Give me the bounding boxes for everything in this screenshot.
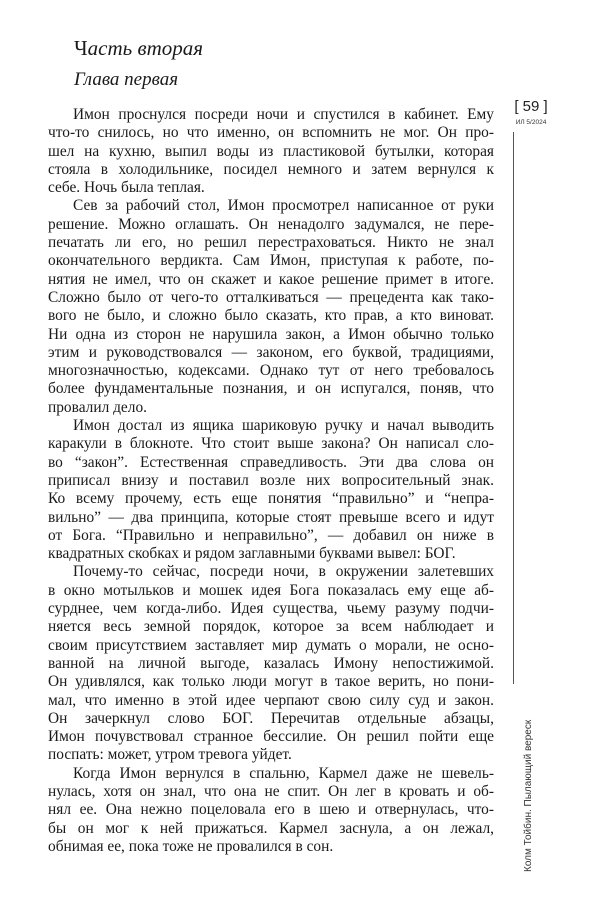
text-line: бы он мог к ней прижаться. Кармел заснула, а он лежал, bbox=[48, 819, 494, 837]
text-line: во “закон”. Естественная справедливость. Эти два слова он bbox=[48, 453, 494, 471]
text-line: приписал внизу и поставил возле них вопросительный знак. bbox=[48, 471, 494, 489]
part-title-rest: асть вторая bbox=[87, 36, 203, 60]
text-line: мал, что именно в этой идее черпают свою силу суд и закон. bbox=[48, 691, 494, 709]
text-line: решение. Можно оглашать. Он ненадолго задумался, не пере- bbox=[48, 215, 494, 233]
text-line: провалил дело. bbox=[48, 398, 147, 416]
text-line: обнимая ее, пока тоже не провалился в сон. bbox=[48, 837, 334, 855]
text-line: нял ее. Она нежно поцеловала его в шею и отвернулась, что- bbox=[48, 801, 494, 819]
text-line: Ко всему прочему, есть еще понятия “правильно” и “непра- bbox=[48, 490, 494, 508]
part-title bbox=[74, 36, 203, 60]
text-line: ванной на личной выгоде, казалась Имону непостижимой. bbox=[48, 654, 494, 672]
text-line: многозначностью, кодексами. Однако тут от него требовалось bbox=[48, 362, 494, 380]
text-line: квадратных скобках и рядом заглавными буквами вывел: БОГ. bbox=[48, 545, 456, 563]
chapter-title: Глава первая bbox=[74, 69, 179, 90]
text-line: печатать ли его, но решил перестраховаться. Никто не знал bbox=[48, 234, 494, 252]
page-number: [ 59 ] bbox=[514, 98, 548, 115]
text-line: более фундаментальные познания, и он испугался, поняв, что bbox=[48, 380, 494, 398]
text-line: Имон почувствовал странное бессилие. Он решил пойти еще bbox=[48, 728, 494, 746]
text-line: Имон проснулся посреди ночи и спустился в кабинет. Ему bbox=[73, 106, 494, 123]
issue-label: ИЛ 5/2024 bbox=[515, 119, 547, 126]
paragraph bbox=[48, 765, 494, 856]
paragraph bbox=[48, 563, 494, 764]
text-line: Имон достал из ящика шариковую ручку и начал выводить bbox=[73, 417, 494, 435]
paragraph bbox=[48, 197, 494, 417]
text-line: Почему-то сейчас, посреди ночи, в окружении залетевших bbox=[73, 563, 494, 581]
text-line: вильно” — два принципа, которые стоят превыше всего и идут bbox=[48, 508, 494, 526]
text-line: вого не было, и сложно было сказать, кто прав, а кто виноват. bbox=[48, 307, 494, 325]
text-line: окончательного вердикта. Сам Имон, приступая к работе, по- bbox=[48, 252, 494, 270]
text-line: поспать: может, утром тревога уйдет. bbox=[48, 746, 292, 764]
text-line: своим присутствием заставляет мир думать о морали, не осно- bbox=[48, 636, 494, 654]
running-head: Колм Тойбин. Пылающий вереск bbox=[523, 719, 534, 872]
text-line: каракули в блокноте. Что стоит выше закона? Он написал сло- bbox=[48, 435, 494, 453]
text-line: Ни одна из сторон не нарушила закон, а Имон обычно только bbox=[48, 325, 494, 343]
text-line: этим и руководствовался — законом, его буквой, традициями, bbox=[48, 343, 494, 361]
paragraph bbox=[48, 417, 494, 563]
text-line: Он зачеркнул слово БОГ. Перечитав отдельные абзацы, bbox=[48, 709, 494, 727]
text-line: в окно мотыльков и мошек идея Бога показалась ему еще аб- bbox=[48, 581, 494, 599]
text-line: от Бога. “Правильно и неправильно”, — добавил он ниже в bbox=[48, 526, 494, 544]
text-line: Сев за рабочий стол, Имон просмотрел написанное от руки bbox=[73, 197, 494, 215]
text-line: Сложно было от чего-то отталкиваться — прецедента как тако- bbox=[48, 288, 494, 306]
text-line: себе. Ночь была теплая. bbox=[48, 179, 205, 197]
text-line: стояла в холодильнике, посидел немного и затем вернулся к bbox=[48, 160, 494, 178]
part-title-initial: Ч bbox=[74, 36, 88, 60]
text-line: няется весь земной порядок, которое за всем наблюдает и bbox=[48, 618, 494, 636]
text-line: что-то снилось, но что именно, он вспомнить не мог. Он про- bbox=[48, 124, 494, 142]
text-line: шел на кухню, выпил воды из пластиковой бутылки, которая bbox=[48, 142, 494, 160]
text-line: Когда Имон вернулся в спальню, Кармел даже не шевель- bbox=[73, 764, 494, 782]
body-text bbox=[48, 106, 494, 856]
margin-divider bbox=[513, 132, 514, 684]
text-line: Он удивлялся, как только люди могут в такое верить, но пони- bbox=[48, 673, 494, 691]
text-line: нятия не имел, что он скажет и какое решение примет в итоге. bbox=[48, 270, 494, 288]
text-line: нулась, хотя он знал, что она не спит. Он лег в кровать и об- bbox=[48, 782, 494, 800]
text-line: сурднее, чем когда-либо. Идея существа, чьему разуму подчи- bbox=[48, 600, 494, 618]
paragraph bbox=[48, 106, 494, 197]
